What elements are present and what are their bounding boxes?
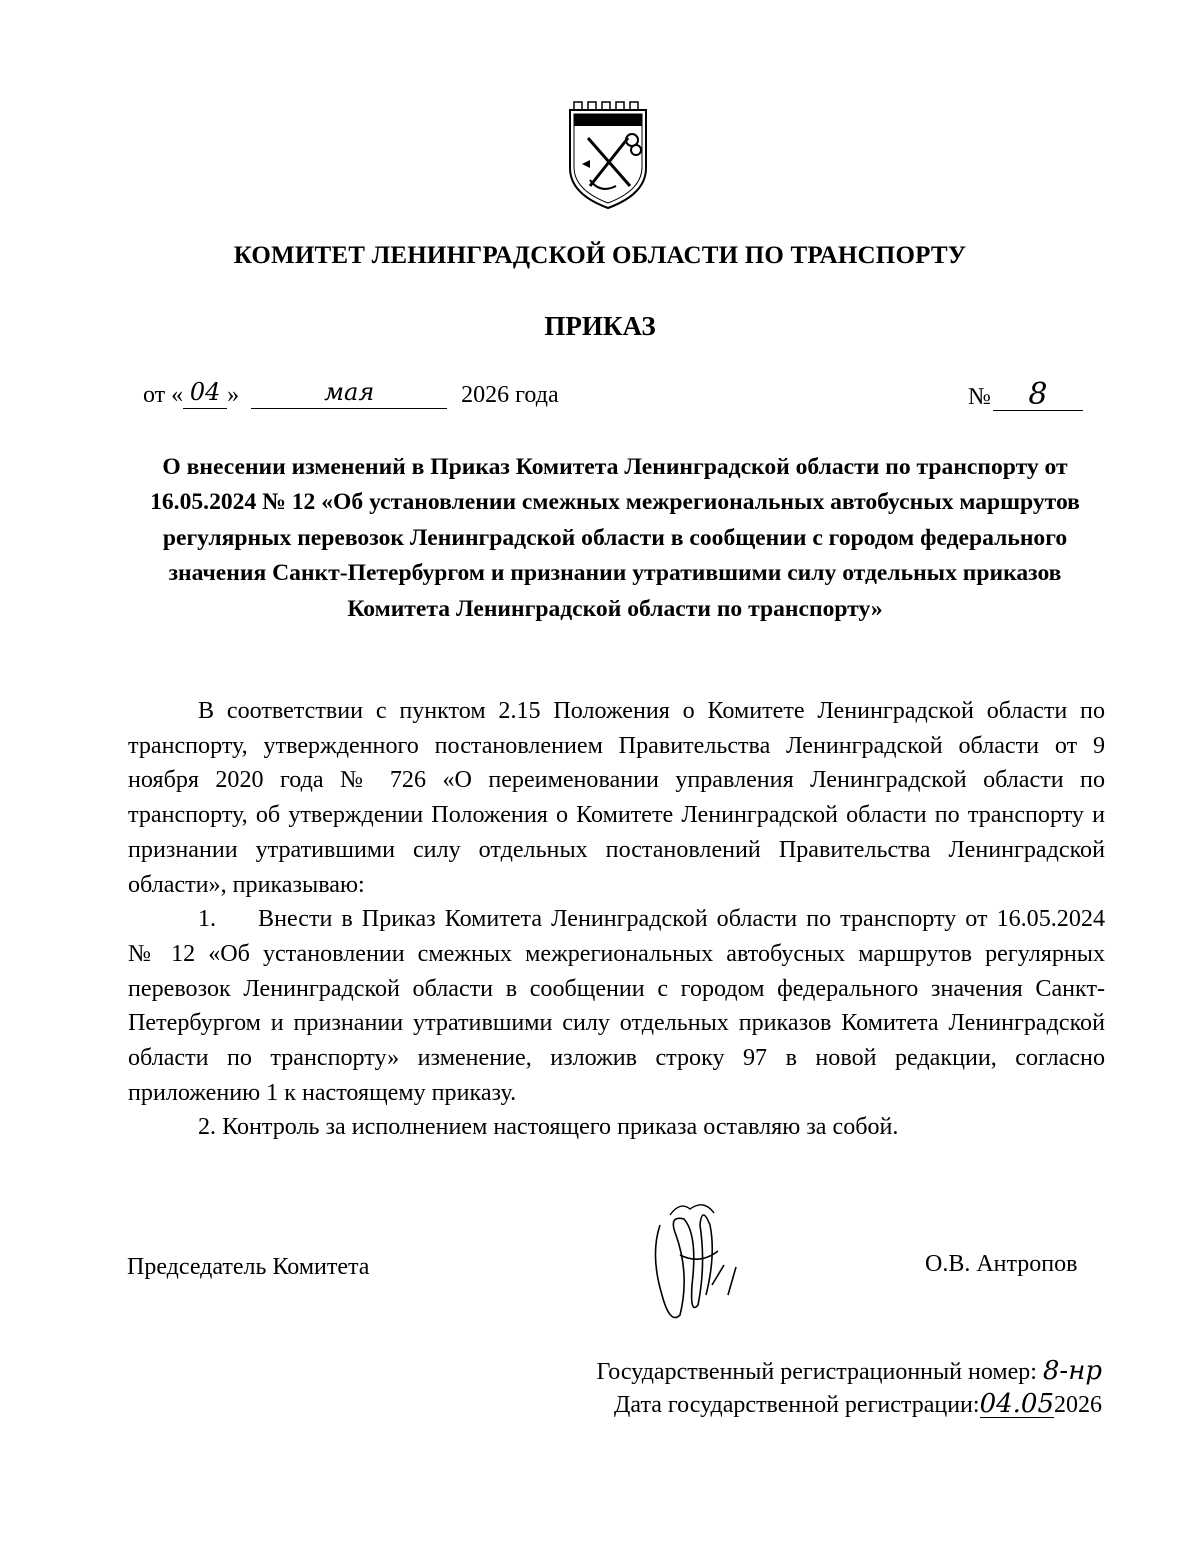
registration-number-label: Государственный регистрационный номер: [596,1359,1037,1385]
registration-date-row [597,1389,1102,1422]
document-type: ПРИКАЗ [544,311,656,341]
registration-number-handwritten: 8-нр [1042,1356,1102,1386]
registration-number-row [597,1356,1102,1389]
coat-of-arms-icon [560,98,656,210]
signer-role: Председатель Комитета [127,1254,370,1280]
signer-name: О.В. Антропов [925,1251,1078,1277]
date-suffix: 2026 года [461,382,559,408]
registration-date-handwritten: 04.05 [979,1389,1054,1419]
order-number-line [968,377,1083,412]
registration-block [597,1356,1102,1422]
item-2: 2. Контроль за исполнением настоящего приказа оставляю за собой. [198,1114,899,1141]
document-subject: О внесении изменений в Приказ Комитета Ленинградской области по транспорту от 16.05.2024 № 12 «Об установлении смежных межрегиональных автобусных маршрутов регулярных перевозок Ленинградской области в сообщении с городом федерального значения Санкт-Петербургом и признании утратившими силу отдельных приказов Комитета Ленинградской области по транспорту» [150,454,1080,622]
document-body [128,694,1105,1145]
order-number-handwritten: 8 [993,380,1083,411]
item-1 [128,902,1105,1110]
item-1-text: Внести в Приказ Комитета Ленинградской области по транспорту от 16.05.2024 № 12 «Об установлении смежных межрегиональных автобусных маршрутов регулярных перевозок Ленинградской области в сообщении с городом федерального значения Санкт-Петербургом и признании утратившими силу отдельных приказов Комитета Ленинградской области по транспорту» изменение, изложив строку 97 в новой редакции, согласно приложению 1 к настоящему приказу. [128,906,1105,1106]
intro-paragraph: В соответствии с пунктом 2.15 Положения о Комитете Ленинградской области по транспорту, утвержденного постановлением Правительства Ленинградской области от 9 ноября 2020 года № 726 «О переименовании управления Ленинградской области по транспорту, об утверждении Положения о Комитете Ленинградской области по транспорту и признании утратившими силу отдельных постановлений Правительства Ленинградской области», приказываю: [128,698,1105,898]
item-1-number: 1. [198,906,217,933]
organization-title: КОМИТЕТ ЛЕНИНГРАДСКОЙ ОБЛАСТИ ПО ТРАНСПОРТУ [233,242,967,269]
date-month-handwritten: мая [251,380,447,409]
date-mid: » [227,382,240,408]
number-prefix: № [968,384,991,410]
date-line [143,380,559,409]
registration-date-year: 2026 [1054,1392,1102,1418]
registration-date-label: Дата государственной регистрации: [614,1392,980,1418]
date-prefix: от « [143,382,184,408]
date-day-handwritten: 04 [183,380,227,409]
handwritten-signature [640,1195,760,1335]
